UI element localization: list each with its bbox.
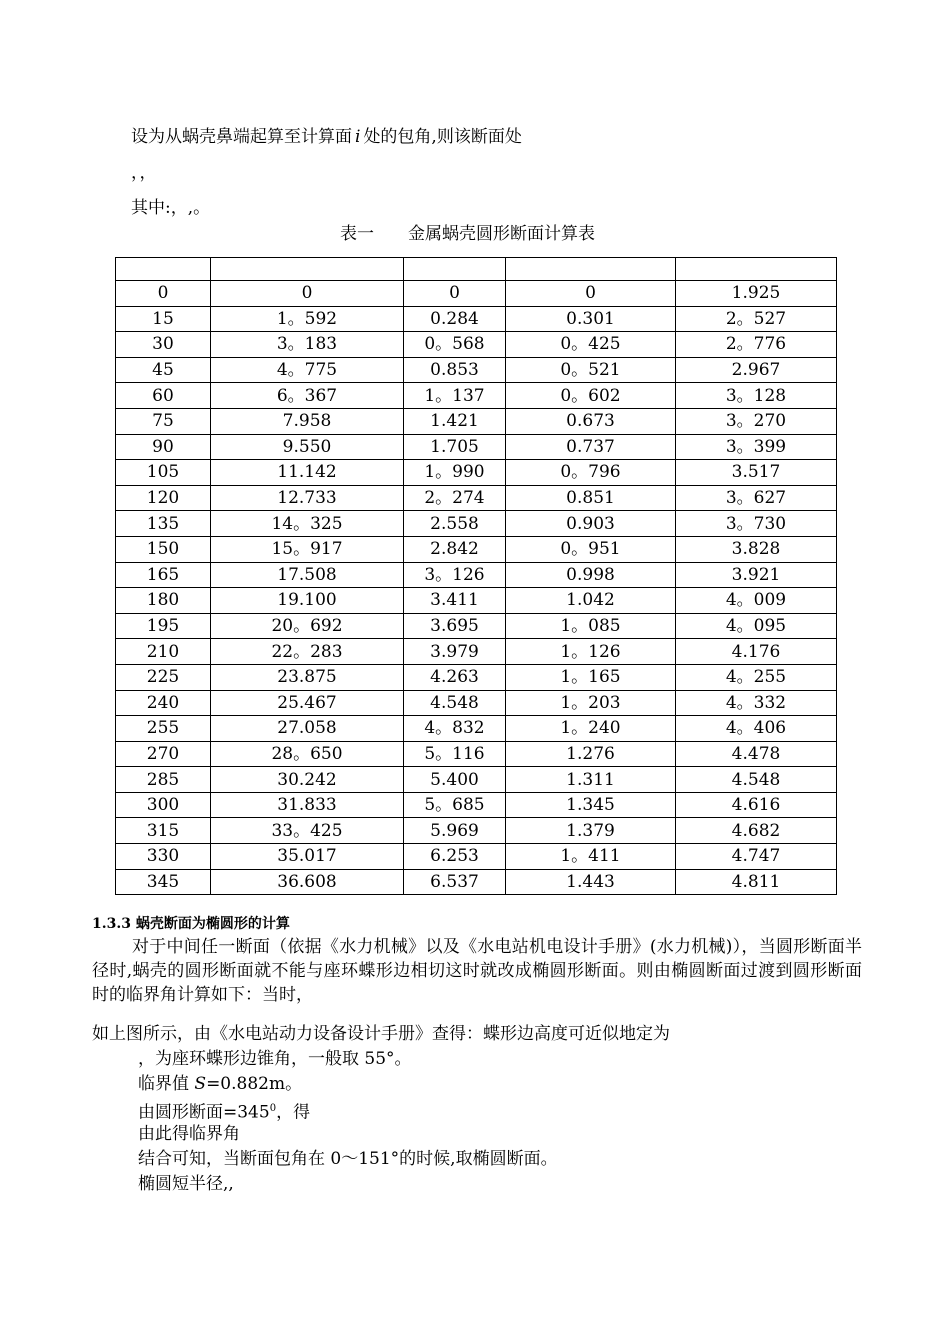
table-cell: 3。126: [404, 562, 506, 588]
table-cell: 3.517: [676, 460, 837, 486]
table-cell: 255: [116, 716, 211, 742]
table-cell: 3.979: [404, 639, 506, 665]
critical-value-prefix: 临界值: [138, 1074, 195, 1094]
intro-line-1-var: i: [355, 127, 361, 147]
table-cell: 4.682: [676, 818, 837, 844]
circular-section-prefix: 由圆形断面=345: [138, 1102, 270, 1123]
table-cell: 0: [506, 281, 676, 307]
table-cell: 4.811: [676, 869, 837, 895]
table-cell: 4。775: [211, 357, 404, 383]
table-cell: 4.747: [676, 844, 837, 870]
table-cell: 25.467: [211, 690, 404, 716]
table-cell: 5。685: [404, 792, 506, 818]
table-cell: 1。990: [404, 460, 506, 486]
intro-line-1: [131, 127, 522, 147]
table-cell: 240: [116, 690, 211, 716]
table-cell: 3.411: [404, 588, 506, 614]
table-cell: 165: [116, 562, 211, 588]
table-cell: 4.616: [676, 792, 837, 818]
table-cell: 4.548: [404, 690, 506, 716]
section-paragraph: 对于中间任一断面（依据《水力机械》以及《水电站机电设计手册》(水力机械)），当圆形断面半径时,蜗壳的圆形断面就不能与座环蝶形边相切这时就改成椭圆形断面。则由椭圆断面过渡到圆形断面时的临界角计算如下：当时，: [92, 937, 862, 1005]
table-cell: 1.421: [404, 408, 506, 434]
table-row: [116, 511, 837, 537]
table-row: [116, 383, 837, 409]
table-row: [116, 434, 837, 460]
table-cell: 3。730: [676, 511, 837, 537]
table-cell: 0。521: [506, 357, 676, 383]
table-cell: 0。796: [506, 460, 676, 486]
table-cell: 36.608: [211, 869, 404, 895]
table-cell: 3.695: [404, 613, 506, 639]
minor-radius-line: 椭圆短半径,,: [138, 1174, 234, 1194]
table-cell: 180: [116, 588, 211, 614]
table-row: [116, 306, 837, 332]
table-row: [116, 664, 837, 690]
table-cell: 6.253: [404, 844, 506, 870]
table-cell: 3。627: [676, 485, 837, 511]
table-cell: 1.705: [404, 434, 506, 460]
table-row: [116, 818, 837, 844]
section-calculation-table: [115, 257, 837, 895]
table-cell: 3.828: [676, 536, 837, 562]
table-row: [116, 639, 837, 665]
table-cell: 210: [116, 639, 211, 665]
table-cell: 285: [116, 767, 211, 793]
table-row: [116, 485, 837, 511]
table-cell: 4.548: [676, 767, 837, 793]
cone-angle-line: ，为座环蝶形边锥角，一般取 55°。: [138, 1049, 412, 1069]
table-row: [116, 613, 837, 639]
table-cell: 1。411: [506, 844, 676, 870]
table-cell: 5.400: [404, 767, 506, 793]
table-cell: 3。183: [211, 332, 404, 358]
table-cell: 0: [211, 281, 404, 307]
header-cell: [404, 258, 506, 281]
table-cell: 3.921: [676, 562, 837, 588]
table-cell: 330: [116, 844, 211, 870]
table-cell: 33。425: [211, 818, 404, 844]
circular-section-sup: 0: [269, 1103, 277, 1114]
header-cell: [211, 258, 404, 281]
table-cell: 0.284: [404, 306, 506, 332]
table-caption: 表一 金属蜗壳圆形断面计算表: [340, 224, 595, 244]
intro-line-2: ，，: [131, 163, 157, 183]
table-cell: 75: [116, 408, 211, 434]
table-cell: 31.833: [211, 792, 404, 818]
table-cell: 1.443: [506, 869, 676, 895]
table-cell: 3。399: [676, 434, 837, 460]
table-cell: 1.311: [506, 767, 676, 793]
table-cell: 2.967: [676, 357, 837, 383]
table-row: [116, 408, 837, 434]
table-cell: 0.998: [506, 562, 676, 588]
table-cell: 315: [116, 818, 211, 844]
conclusion-line: 结合可知，当断面包角在 0～151°的时候,取椭圆断面。: [138, 1149, 558, 1169]
table-cell: 5。116: [404, 741, 506, 767]
table-row: [116, 332, 837, 358]
table-cell: 0。425: [506, 332, 676, 358]
table-cell: 45: [116, 357, 211, 383]
table-cell: 7.958: [211, 408, 404, 434]
intro-line-1-text: 设为从蜗壳鼻端起算至计算面: [131, 127, 352, 147]
critical-angle-line: 由此得临界角: [138, 1124, 240, 1144]
table-cell: 0.853: [404, 357, 506, 383]
table-row: [116, 741, 837, 767]
table-cell: 1。203: [506, 690, 676, 716]
circular-section-suffix: ，得: [276, 1102, 311, 1123]
table-cell: 0: [116, 281, 211, 307]
table-cell: 195: [116, 613, 211, 639]
table-row: [116, 767, 837, 793]
table-cell: 0.301: [506, 306, 676, 332]
table-cell: 1.042: [506, 588, 676, 614]
table-cell: 1.379: [506, 818, 676, 844]
table-cell: 135: [116, 511, 211, 537]
table-cell: 28。650: [211, 741, 404, 767]
table-cell: 105: [116, 460, 211, 486]
table-cell: 1.345: [506, 792, 676, 818]
table-row: [116, 460, 837, 486]
table-cell: 1.925: [676, 281, 837, 307]
table-cell: 0: [404, 281, 506, 307]
table-cell: 4。832: [404, 716, 506, 742]
table-cell: 150: [116, 536, 211, 562]
table-cell: 1。592: [211, 306, 404, 332]
table-cell: 4。406: [676, 716, 837, 742]
table-cell: 6.537: [404, 869, 506, 895]
table-cell: 0.903: [506, 511, 676, 537]
table-cell: 0。951: [506, 536, 676, 562]
table-cell: 0。568: [404, 332, 506, 358]
table-cell: 0.851: [506, 485, 676, 511]
table-cell: 20。692: [211, 613, 404, 639]
table-row: [116, 690, 837, 716]
critical-value-line: [138, 1074, 302, 1094]
table-cell: 1。165: [506, 664, 676, 690]
header-cell: [506, 258, 676, 281]
table-cell: 4.478: [676, 741, 837, 767]
table-row: [116, 562, 837, 588]
table-cell: 2.842: [404, 536, 506, 562]
table-cell: 4。255: [676, 664, 837, 690]
header-cell: [676, 258, 837, 281]
table-cell: 27.058: [211, 716, 404, 742]
table-cell: 2.558: [404, 511, 506, 537]
table-cell: 9.550: [211, 434, 404, 460]
table-cell: 60: [116, 383, 211, 409]
table-row: [116, 869, 837, 895]
table-cell: 17.508: [211, 562, 404, 588]
intro-line-3: 其中:，,。: [131, 198, 211, 218]
table-cell: 19.100: [211, 588, 404, 614]
table-cell: 120: [116, 485, 211, 511]
table-row: [116, 281, 837, 307]
table-cell: 1。085: [506, 613, 676, 639]
header-cell: [116, 258, 211, 281]
table-body: [116, 258, 837, 895]
table-cell: 4。095: [676, 613, 837, 639]
table-cell: 4。009: [676, 588, 837, 614]
table-cell: 0。602: [506, 383, 676, 409]
table-row: [116, 536, 837, 562]
table-cell: 1。137: [404, 383, 506, 409]
table-cell: 15。917: [211, 536, 404, 562]
table-cell: 0.737: [506, 434, 676, 460]
table-cell: 22。283: [211, 639, 404, 665]
table-cell: 4.176: [676, 639, 837, 665]
table-header-row: [116, 258, 837, 281]
table-cell: 11.142: [211, 460, 404, 486]
table-cell: 1。126: [506, 639, 676, 665]
table-cell: 15: [116, 306, 211, 332]
table-cell: 225: [116, 664, 211, 690]
table-cell: 35.017: [211, 844, 404, 870]
table-cell: 30: [116, 332, 211, 358]
table-cell: 23.875: [211, 664, 404, 690]
table-cell: 12.733: [211, 485, 404, 511]
table-cell: 14。325: [211, 511, 404, 537]
table-cell: 1。240: [506, 716, 676, 742]
table-cell: 3。270: [676, 408, 837, 434]
table-cell: 4。332: [676, 690, 837, 716]
critical-value-value: =0.882m。: [206, 1074, 303, 1094]
table-cell: 300: [116, 792, 211, 818]
table-cell: 2。274: [404, 485, 506, 511]
table-cell: 270: [116, 741, 211, 767]
table-row: [116, 588, 837, 614]
table-cell: 2。527: [676, 306, 837, 332]
critical-value-var: S: [194, 1074, 207, 1094]
section-heading: 1.3.3 蜗壳断面为椭圆形的计算: [92, 916, 290, 932]
table-cell: 345: [116, 869, 211, 895]
table-row: [116, 716, 837, 742]
intro-line-1-rest: 处的包角,则该断面处: [363, 127, 522, 147]
table-row: [116, 844, 837, 870]
table-cell: 6。367: [211, 383, 404, 409]
table-cell: 5.969: [404, 818, 506, 844]
table-cell: 1.276: [506, 741, 676, 767]
table-row: [116, 357, 837, 383]
circular-section-line: [138, 1099, 310, 1123]
table-row: [116, 792, 837, 818]
table-cell: 4.263: [404, 664, 506, 690]
table-cell: 3。128: [676, 383, 837, 409]
table-cell: 0.673: [506, 408, 676, 434]
table-cell: 30.242: [211, 767, 404, 793]
table-cell: 2。776: [676, 332, 837, 358]
figure-reference-line: 如上图所示，由《水电站动力设备设计手册》查得：蝶形边高度可近似地定为: [92, 1024, 670, 1044]
table-cell: 90: [116, 434, 211, 460]
